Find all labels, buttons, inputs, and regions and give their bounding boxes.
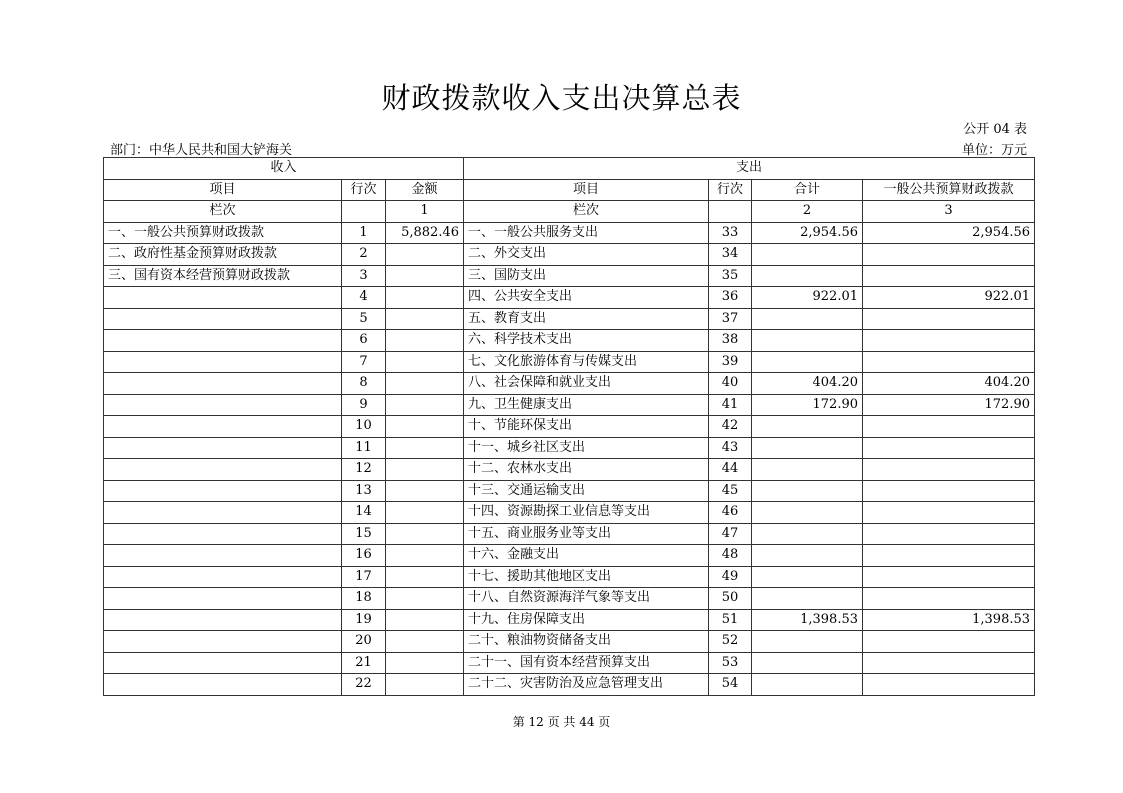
header-income: 收入 xyxy=(104,158,464,180)
expense-item-cell: 十四、资源勘探工业信息等支出 xyxy=(464,502,709,524)
expense-row-no-cell: 33 xyxy=(709,222,752,244)
table-row xyxy=(104,394,1035,416)
income-amount-cell xyxy=(386,480,464,502)
expense-general-budget-cell xyxy=(863,437,1035,459)
column-number-1: 1 xyxy=(386,201,464,223)
income-amount-cell xyxy=(386,459,464,481)
expense-row-no-cell: 34 xyxy=(709,244,752,266)
expense-item-cell: 一、一般公共服务支出 xyxy=(464,222,709,244)
income-item-cell xyxy=(104,566,342,588)
income-item-cell: 一、一般公共预算财政拨款 xyxy=(104,222,342,244)
form-number: 公开 04 表 xyxy=(963,122,1027,137)
expense-row-no-cell: 44 xyxy=(709,459,752,481)
table-row xyxy=(104,609,1035,631)
expense-general-budget-cell: 404.20 xyxy=(863,373,1035,395)
income-row-no-cell: 11 xyxy=(342,437,386,459)
page-title: 财政拨款收入支出决算总表 xyxy=(381,81,742,115)
expense-general-budget-cell xyxy=(863,330,1035,352)
table-row xyxy=(104,674,1035,696)
table-row xyxy=(104,523,1035,545)
income-amount-cell xyxy=(386,523,464,545)
income-item-cell xyxy=(104,330,342,352)
income-amount-cell xyxy=(386,566,464,588)
income-row-no-cell: 17 xyxy=(342,566,386,588)
income-item-cell xyxy=(104,609,342,631)
expense-total-cell xyxy=(752,330,863,352)
income-amount-cell xyxy=(386,416,464,438)
expense-row-no-cell: 46 xyxy=(709,502,752,524)
header-row-columns xyxy=(104,179,1035,201)
expense-item-cell: 九、卫生健康支出 xyxy=(464,394,709,416)
unit-label: 单位：万元 xyxy=(961,143,1027,158)
expense-item-cell: 八、社会保障和就业支出 xyxy=(464,373,709,395)
table-row xyxy=(104,265,1035,287)
expense-row-no-cell: 35 xyxy=(709,265,752,287)
income-amount-cell xyxy=(386,545,464,567)
table-row xyxy=(104,330,1035,352)
expense-total-cell xyxy=(752,437,863,459)
income-item-cell xyxy=(104,545,342,567)
expense-total-cell xyxy=(752,244,863,266)
expense-row-no-cell: 54 xyxy=(709,674,752,696)
income-amount-cell: 5,882.46 xyxy=(386,222,464,244)
expense-item-cell: 十九、住房保障支出 xyxy=(464,609,709,631)
expense-item-cell: 五、教育支出 xyxy=(464,308,709,330)
income-item-cell: 二、政府性基金预算财政拨款 xyxy=(104,244,342,266)
expense-total-cell xyxy=(752,545,863,567)
income-row-no-cell: 6 xyxy=(342,330,386,352)
expense-total-cell: 1,398.53 xyxy=(752,609,863,631)
expense-item-cell: 十七、援助其他地区支出 xyxy=(464,566,709,588)
income-item-cell xyxy=(104,287,342,309)
empty-cell xyxy=(709,201,752,223)
income-row-no-cell: 20 xyxy=(342,631,386,653)
expense-total-cell xyxy=(752,480,863,502)
table-row xyxy=(104,631,1035,653)
expense-total-cell xyxy=(752,652,863,674)
income-item-cell xyxy=(104,351,342,373)
table-row xyxy=(104,308,1035,330)
column-number-3: 3 xyxy=(863,201,1035,223)
empty-cell xyxy=(342,201,386,223)
expense-item-cell: 二十二、灾害防治及应急管理支出 xyxy=(464,674,709,696)
header-row-no2: 行次 xyxy=(709,179,752,201)
expense-item-cell: 三、国防支出 xyxy=(464,265,709,287)
table-row xyxy=(104,652,1035,674)
expense-general-budget-cell xyxy=(863,459,1035,481)
expense-item-cell: 四、公共安全支出 xyxy=(464,287,709,309)
income-row-no-cell: 16 xyxy=(342,545,386,567)
income-item-cell xyxy=(104,674,342,696)
table-row xyxy=(104,287,1035,309)
expense-row-no-cell: 48 xyxy=(709,545,752,567)
expense-total-cell xyxy=(752,265,863,287)
income-amount-cell xyxy=(386,609,464,631)
income-row-no-cell: 15 xyxy=(342,523,386,545)
income-item-cell: 三、国有资本经营预算财政拨款 xyxy=(104,265,342,287)
income-row-no-cell: 4 xyxy=(342,287,386,309)
income-amount-cell xyxy=(386,652,464,674)
expense-row-no-cell: 45 xyxy=(709,480,752,502)
expense-row-no-cell: 51 xyxy=(709,609,752,631)
expense-row-no-cell: 50 xyxy=(709,588,752,610)
expense-row-no-cell: 47 xyxy=(709,523,752,545)
income-item-cell xyxy=(104,652,342,674)
table-row xyxy=(104,244,1035,266)
table-row xyxy=(104,502,1035,524)
expense-item-cell: 七、文化旅游体育与传媒支出 xyxy=(464,351,709,373)
income-row-no-cell: 7 xyxy=(342,351,386,373)
expense-total-cell xyxy=(752,523,863,545)
expense-row-no-cell: 39 xyxy=(709,351,752,373)
income-amount-cell xyxy=(386,588,464,610)
expense-item-cell: 十一、城乡社区支出 xyxy=(464,437,709,459)
header-item: 项目 xyxy=(104,179,342,201)
expense-general-budget-cell: 1,398.53 xyxy=(863,609,1035,631)
expense-row-no-cell: 53 xyxy=(709,652,752,674)
expense-total-cell xyxy=(752,588,863,610)
expense-item-cell: 十六、金融支出 xyxy=(464,545,709,567)
table-row xyxy=(104,351,1035,373)
header-amount: 金额 xyxy=(386,179,464,201)
income-row-no-cell: 21 xyxy=(342,652,386,674)
expense-row-no-cell: 52 xyxy=(709,631,752,653)
expense-general-budget-cell xyxy=(863,566,1035,588)
page-footer: 第 12 页 共 44 页 xyxy=(512,715,611,729)
income-row-no-cell: 22 xyxy=(342,674,386,696)
header-item2: 项目 xyxy=(464,179,709,201)
expense-item-cell: 二、外交支出 xyxy=(464,244,709,266)
income-item-cell xyxy=(104,373,342,395)
expense-row-no-cell: 36 xyxy=(709,287,752,309)
expense-item-cell: 十三、交通运输支出 xyxy=(464,480,709,502)
budget-table xyxy=(103,157,1035,696)
table-row xyxy=(104,373,1035,395)
expense-total-cell xyxy=(752,502,863,524)
column-number-2: 2 xyxy=(752,201,863,223)
expense-general-budget-cell xyxy=(863,265,1035,287)
expense-row-no-cell: 49 xyxy=(709,566,752,588)
expense-row-no-cell: 43 xyxy=(709,437,752,459)
income-amount-cell xyxy=(386,502,464,524)
table-row xyxy=(104,480,1035,502)
income-row-no-cell: 8 xyxy=(342,373,386,395)
income-amount-cell xyxy=(386,394,464,416)
header-expense: 支出 xyxy=(464,158,1035,180)
income-item-cell xyxy=(104,416,342,438)
expense-general-budget-cell xyxy=(863,416,1035,438)
expense-total-cell: 2,954.56 xyxy=(752,222,863,244)
expense-general-budget-cell xyxy=(863,545,1035,567)
income-amount-cell xyxy=(386,287,464,309)
expense-general-budget-cell xyxy=(863,588,1035,610)
expense-row-no-cell: 40 xyxy=(709,373,752,395)
income-row-no-cell: 18 xyxy=(342,588,386,610)
expense-total-cell xyxy=(752,416,863,438)
department-label: 部门：中华人民共和国大铲海关 xyxy=(110,143,293,158)
expense-item-cell: 二十一、国有资本经营预算支出 xyxy=(464,652,709,674)
income-row-no-cell: 10 xyxy=(342,416,386,438)
expense-item-cell: 六、科学技术支出 xyxy=(464,330,709,352)
expense-total-cell xyxy=(752,351,863,373)
expense-total-cell xyxy=(752,566,863,588)
expense-general-budget-cell: 2,954.56 xyxy=(863,222,1035,244)
income-amount-cell xyxy=(386,437,464,459)
expense-row-no-cell: 37 xyxy=(709,308,752,330)
income-row-no-cell: 12 xyxy=(342,459,386,481)
expense-total-cell xyxy=(752,674,863,696)
income-amount-cell xyxy=(386,674,464,696)
header-row-column-numbers xyxy=(104,201,1035,223)
expense-total-cell: 404.20 xyxy=(752,373,863,395)
income-item-cell xyxy=(104,437,342,459)
expense-item-cell: 十八、自然资源海洋气象等支出 xyxy=(464,588,709,610)
income-amount-cell xyxy=(386,351,464,373)
expense-total-cell: 922.01 xyxy=(752,287,863,309)
expense-total-cell xyxy=(752,631,863,653)
expense-item-cell: 十、节能环保支出 xyxy=(464,416,709,438)
income-amount-cell xyxy=(386,373,464,395)
income-amount-cell xyxy=(386,265,464,287)
expense-general-budget-cell xyxy=(863,480,1035,502)
expense-row-no-cell: 38 xyxy=(709,330,752,352)
header-row-no: 行次 xyxy=(342,179,386,201)
income-item-cell xyxy=(104,588,342,610)
income-item-cell xyxy=(104,523,342,545)
table-row xyxy=(104,588,1035,610)
header-general-budget: 一般公共预算财政拨款 xyxy=(863,179,1035,201)
expense-item-cell: 二十、粮油物资储备支出 xyxy=(464,631,709,653)
expense-total-cell xyxy=(752,308,863,330)
income-amount-cell xyxy=(386,631,464,653)
income-row-no-cell: 9 xyxy=(342,394,386,416)
table-row xyxy=(104,437,1035,459)
income-row-no-cell: 13 xyxy=(342,480,386,502)
column-label2: 栏次 xyxy=(464,201,709,223)
expense-general-budget-cell xyxy=(863,631,1035,653)
expense-item-cell: 十二、农林水支出 xyxy=(464,459,709,481)
income-item-cell xyxy=(104,459,342,481)
table-row xyxy=(104,566,1035,588)
expense-general-budget-cell xyxy=(863,523,1035,545)
expense-general-budget-cell xyxy=(863,674,1035,696)
income-row-no-cell: 3 xyxy=(342,265,386,287)
income-amount-cell xyxy=(386,308,464,330)
income-row-no-cell: 14 xyxy=(342,502,386,524)
expense-general-budget-cell xyxy=(863,244,1035,266)
expense-total-cell: 172.90 xyxy=(752,394,863,416)
table-row xyxy=(104,545,1035,567)
income-row-no-cell: 1 xyxy=(342,222,386,244)
expense-general-budget-cell xyxy=(863,308,1035,330)
expense-general-budget-cell: 172.90 xyxy=(863,394,1035,416)
income-item-cell xyxy=(104,480,342,502)
expense-general-budget-cell xyxy=(863,351,1035,373)
income-amount-cell xyxy=(386,244,464,266)
income-item-cell xyxy=(104,502,342,524)
header-total: 合计 xyxy=(752,179,863,201)
income-item-cell xyxy=(104,394,342,416)
income-item-cell xyxy=(104,631,342,653)
expense-general-budget-cell xyxy=(863,652,1035,674)
table-row xyxy=(104,416,1035,438)
income-row-no-cell: 5 xyxy=(342,308,386,330)
expense-total-cell xyxy=(752,459,863,481)
income-amount-cell xyxy=(386,330,464,352)
income-item-cell xyxy=(104,308,342,330)
table-row xyxy=(104,459,1035,481)
expense-row-no-cell: 42 xyxy=(709,416,752,438)
expense-item-cell: 十五、商业服务业等支出 xyxy=(464,523,709,545)
income-row-no-cell: 19 xyxy=(342,609,386,631)
column-label: 栏次 xyxy=(104,201,342,223)
expense-general-budget-cell: 922.01 xyxy=(863,287,1035,309)
expense-general-budget-cell xyxy=(863,502,1035,524)
table-row xyxy=(104,222,1035,244)
header-row-sections xyxy=(104,158,1035,180)
income-row-no-cell: 2 xyxy=(342,244,386,266)
expense-row-no-cell: 41 xyxy=(709,394,752,416)
